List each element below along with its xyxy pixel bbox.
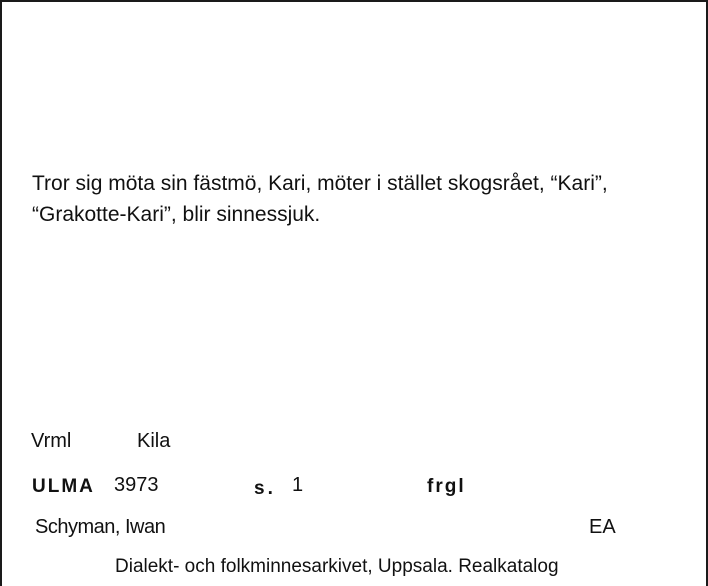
description-line-2: “Grakotte-Kari”, blir sinnessjuk. (32, 203, 321, 226)
region-label: Vrml (31, 430, 72, 452)
archive-code: ULMA (32, 476, 95, 497)
page-number: 1 (292, 474, 304, 496)
parish-label: Kila (137, 430, 171, 452)
archive-number: 3973 (114, 474, 159, 496)
collector-code: EA (589, 516, 616, 538)
description-line-1: Tror sig möta sin fästmö, Kari, möter i stället skogsrået, “Kari”, (32, 172, 608, 195)
archive-footer: Dialekt- och folkminnesarkivet, Uppsala. Realkatalog (115, 556, 559, 577)
page-label: s. (254, 478, 276, 499)
category-code: frgl (427, 476, 466, 497)
description-text (32, 168, 692, 230)
collector-name: Schyman, Iwan (35, 516, 166, 538)
